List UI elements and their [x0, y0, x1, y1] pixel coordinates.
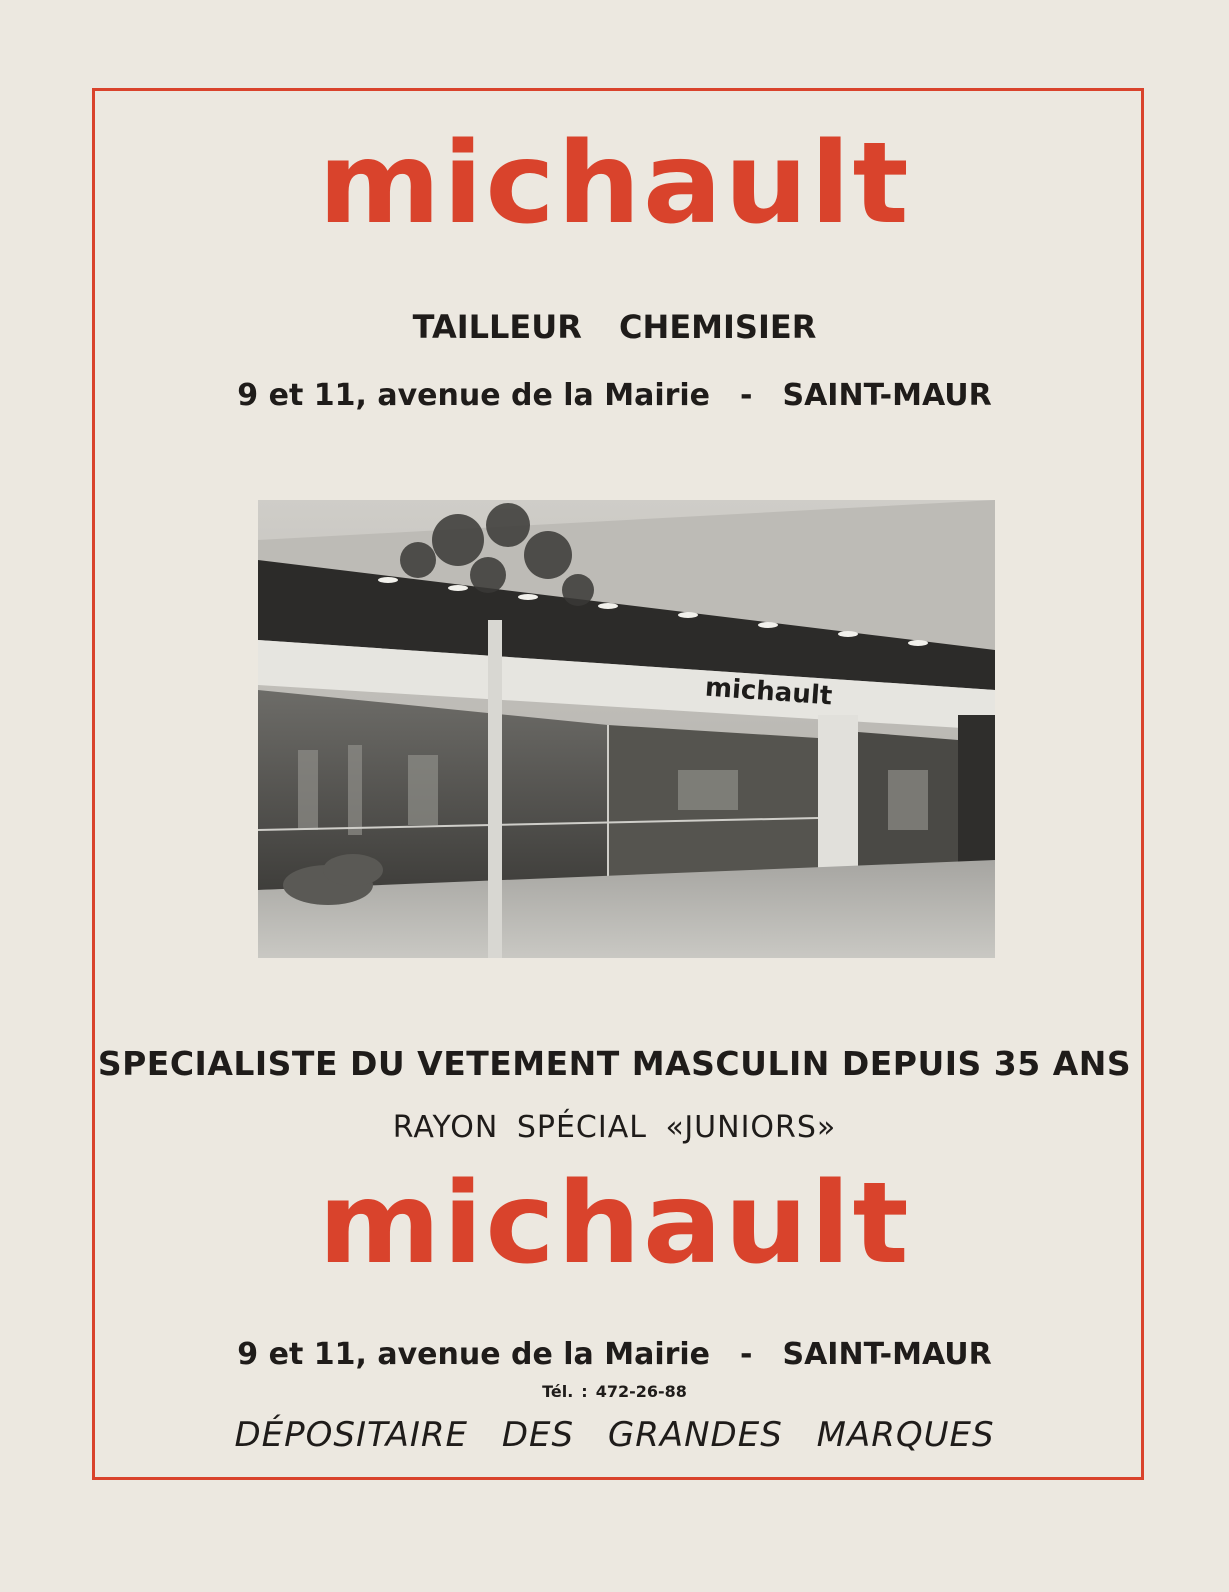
address-separator: -	[740, 1337, 753, 1372]
address-bottom	[0, 1337, 1229, 1372]
phone-number: 472-26-88	[595, 1382, 687, 1401]
address-top	[0, 378, 1229, 413]
juniors-department: RAYON SPÉCIAL «JUNIORS»	[392, 1110, 837, 1145]
depositaire-tagline: DÉPOSITAIRE DES GRANDES MARQUES	[234, 1415, 995, 1455]
subtitle: TAILLEUR CHEMISIER	[412, 308, 817, 346]
phone-line	[0, 1382, 1229, 1401]
storefront-sign: michault	[704, 672, 834, 712]
specialist-headline: SPECIALISTE DU VETEMENT MASCULIN DEPUIS 35 ANS	[97, 1044, 1132, 1083]
phone-separator: :	[581, 1382, 588, 1401]
address-city: SAINT-MAUR	[782, 1337, 992, 1372]
address-separator: -	[740, 378, 753, 413]
address-city: SAINT-MAUR	[782, 378, 992, 413]
address-street: 9 et 11, avenue de la Mairie	[237, 378, 711, 413]
storefront-illustration	[258, 500, 995, 958]
phone-label: Tél.	[542, 1382, 574, 1401]
brand-logo-top: michault	[318, 119, 911, 249]
address-street: 9 et 11, avenue de la Mairie	[237, 1337, 711, 1372]
brand-logo-bottom: michault	[318, 1159, 911, 1289]
storefront-photo	[258, 500, 995, 958]
